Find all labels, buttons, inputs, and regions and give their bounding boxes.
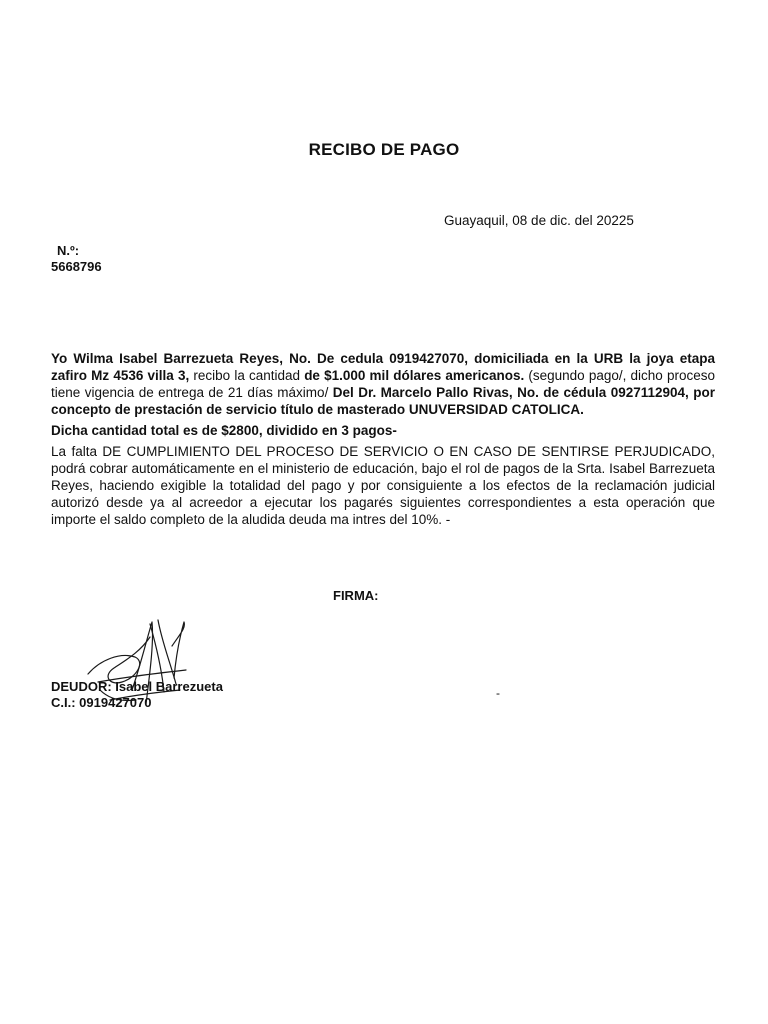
dash-mark: - (496, 686, 500, 700)
debtor-name-line: DEUDOR: Isabel Barrezueta (51, 679, 223, 694)
penalty-clause-paragraph: La falta DE CUMPLIMIENTO DEL PROCESO DE SERVICIO O EN CASO DE SENTIRSE PERJUDICADO, podrá cobrar automáticamente en el ministerio de educación, bajo el rol de pagos de la Srta. Isabel Barrezueta Reyes, haciendo exigible la totalidad del pago y por consiguiente a los efectos de la reclamación judicial autorizó desde ya al acreedor a ejecutar los pagarés siguientes correspondientes a esta operación que importe el saldo completo de la aludida deuda ma intres del 10%. - (51, 444, 715, 527)
document-title: RECIBO DE PAGO (308, 140, 460, 159)
total-amount-paragraph: Dicha cantidad total es de $2800, dividido en 3 pagos- (51, 423, 397, 438)
debtor-id-line: C.I.: 0919427070 (51, 695, 152, 710)
amount-value: de $1.000 mil dólares americanos. (304, 368, 525, 383)
payment-terms: (segundo pago/, dicho proceso tiene vigencia de entrega de 21 días máximo/ (51, 368, 715, 400)
debtor-block (51, 679, 223, 711)
receipt-paragraph-main (51, 350, 715, 418)
creditor-identification: Del Dr. Marcelo Pallo Rivas, No. de cédula 0927112904, por concepto de prestación de servicio título de masterado UNUVERSIDAD CATOLICA. (51, 385, 715, 417)
signature-label: FIRMA: (333, 588, 379, 603)
debtor-identification: Yo Wilma Isabel Barrezueta Reyes, No. De cedula 0919427070, domiciliada en la URB la joya etapa zafiro Mz 4536 villa 3, (51, 351, 715, 383)
date-line: Guayaquil, 08 de dic. del 20225 (444, 213, 634, 228)
receipt-body (51, 350, 715, 532)
receipt-number-label: N.º: (57, 243, 80, 258)
amount-intro: recibo la cantidad (189, 368, 305, 383)
receipt-number-value: 5668796 (51, 259, 102, 274)
